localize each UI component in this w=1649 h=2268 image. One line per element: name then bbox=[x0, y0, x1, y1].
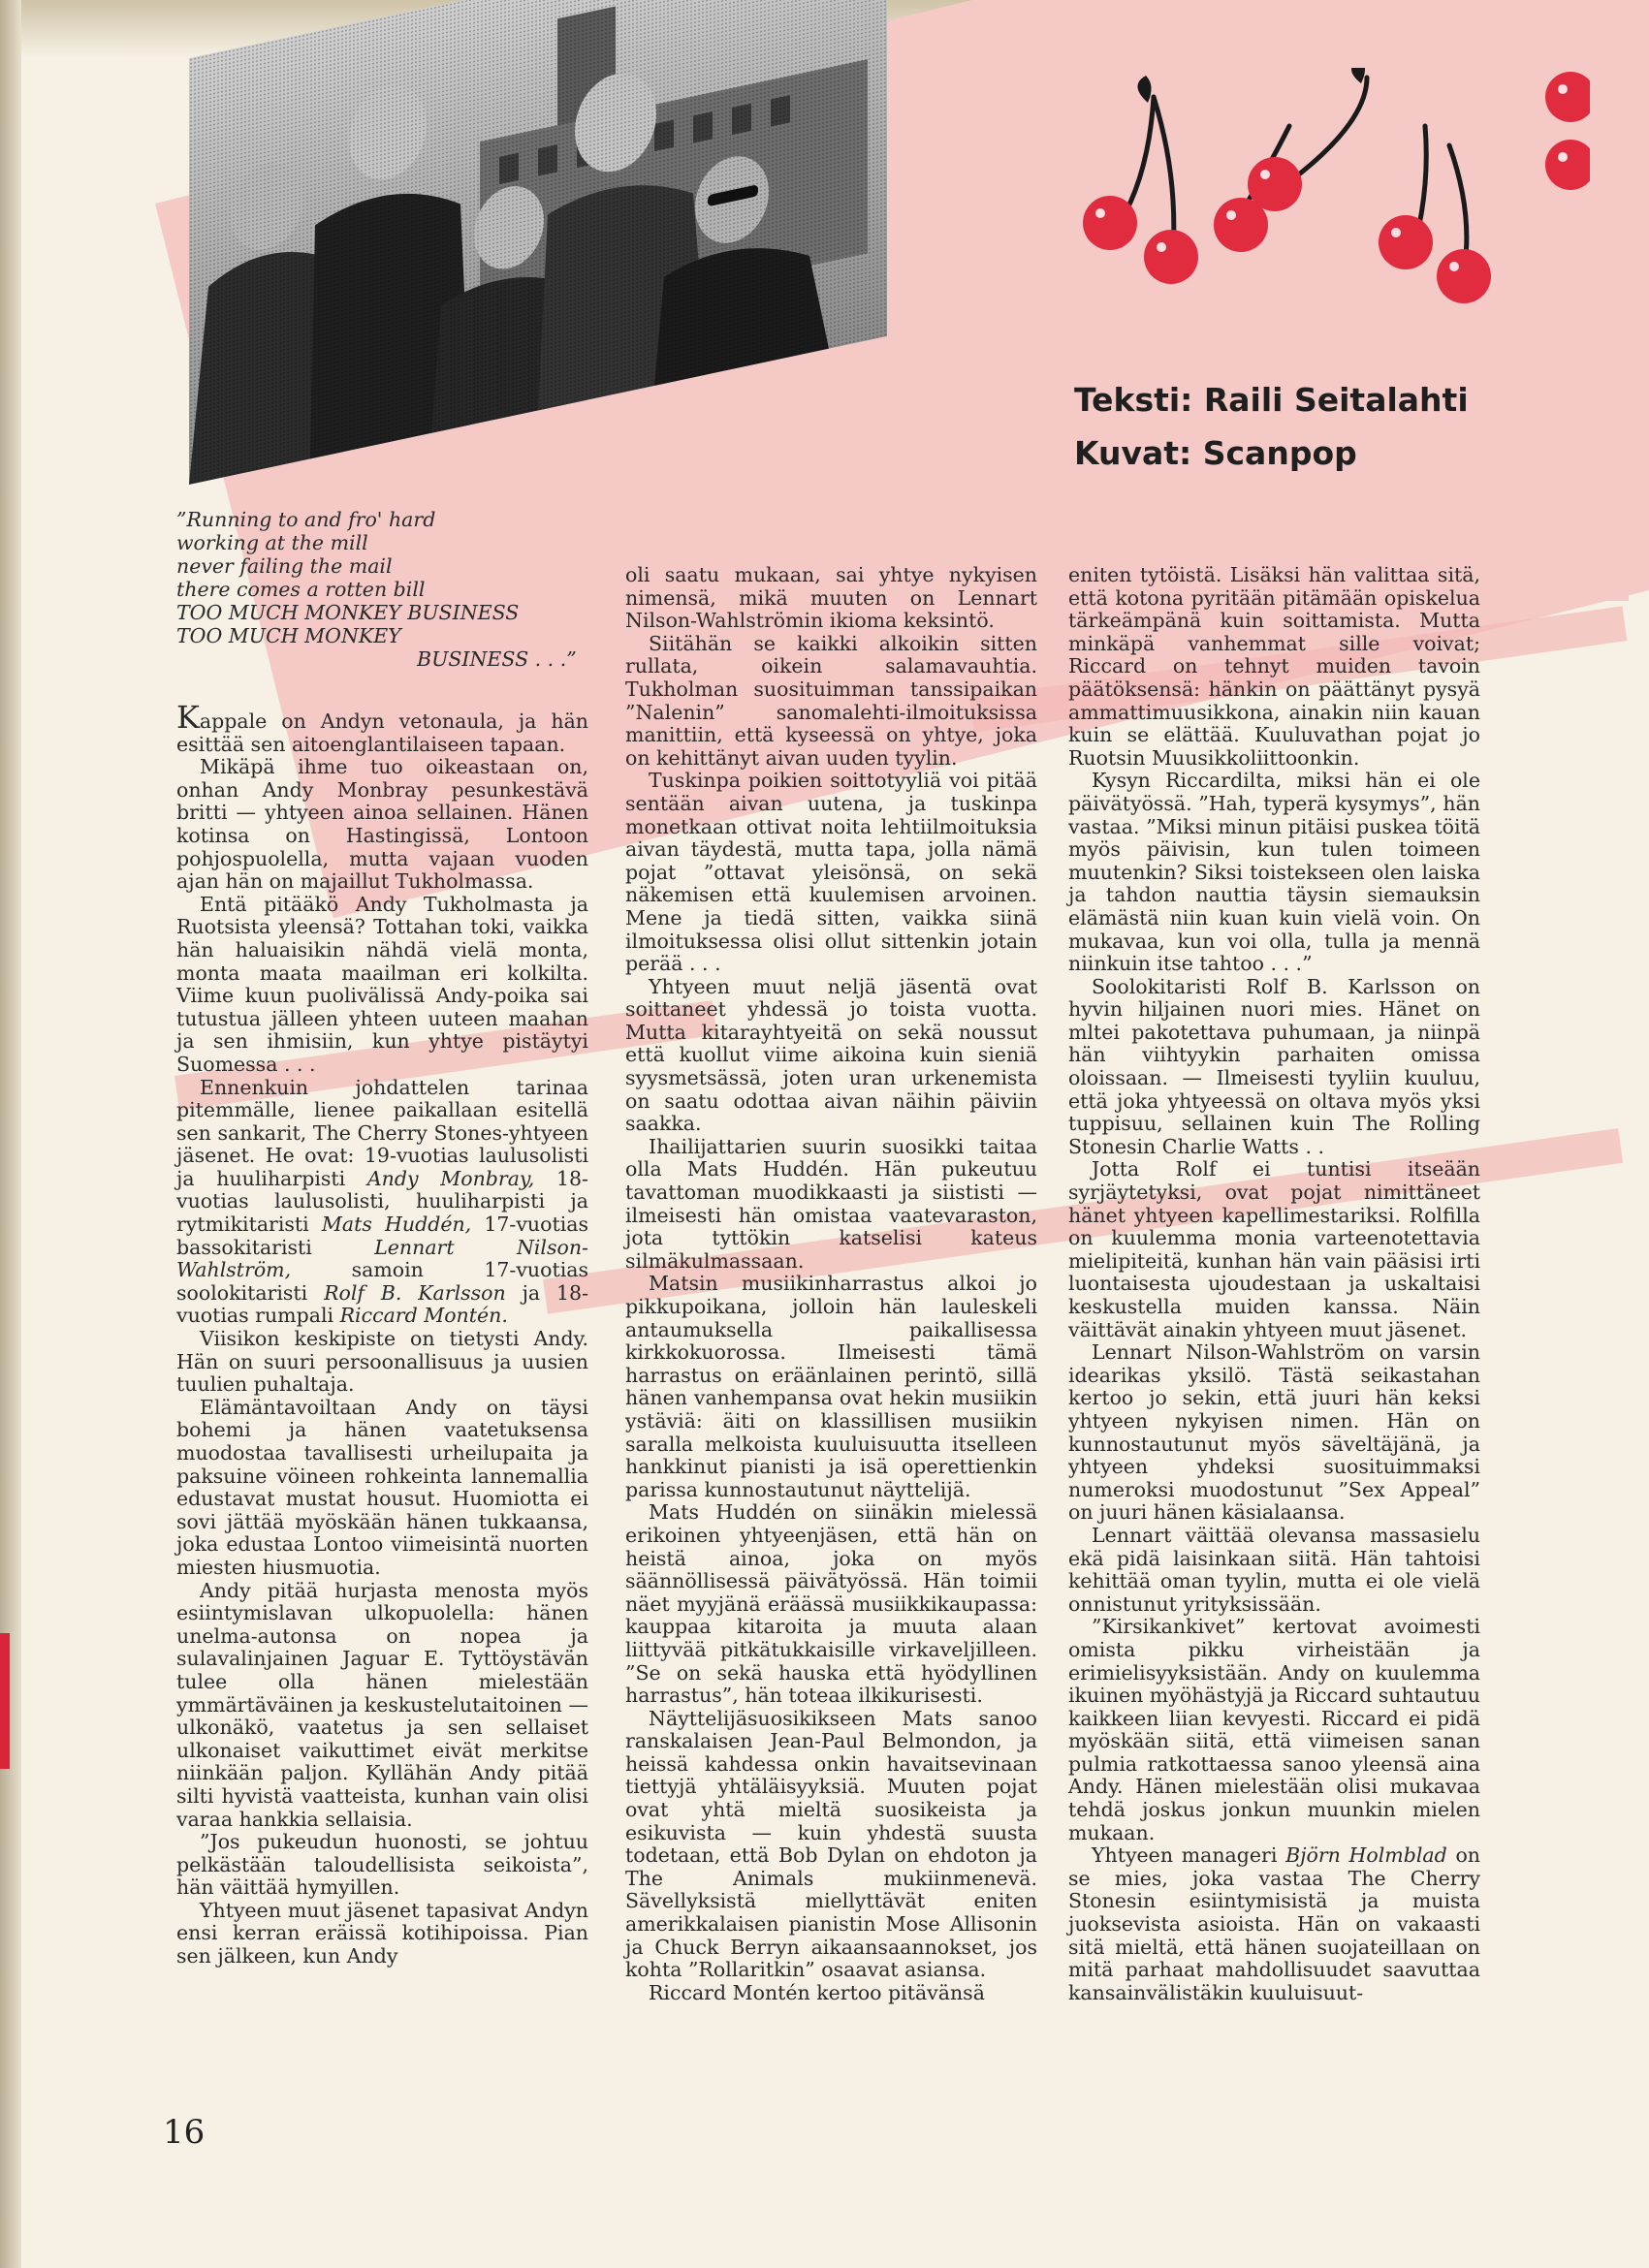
cherry bbox=[1083, 196, 1137, 250]
cherry bbox=[1545, 140, 1590, 190]
article-paragraph: ”Kirsikankivet” kertovat avoimesti omista pikku virheistään ja erimielisyyksistään. Andy on kuulemma ikuinen myöhästyjä ja Riccard suhtautuu kaikkeen liian kevyesti. Riccard ei pidä myöskään siitä, että viimeisen sanan pulmia ratkottaessa sanoo yleensä aina Andy. Hänen mielestään olisi mukavaa tehdä joskus jonkun muunkin mielen mukaan. bbox=[1068, 1615, 1480, 1844]
article-paragraph: Riccard Montén kertoo pitävänsä bbox=[649, 1980, 985, 2004]
article-paragraph: Andy pitää hurjasta menosta myös esiintymislavan ulkopuolella: hänen unelma-autonsa on nopea ja sulavalinjainen Jaguar E. Tyttöystävän tulee olla hänen mielestään ymmärtäväinen ja keskustelutaitoinen — ulkonäkö, vaatetus ja sen sellaiset ulkonaiset vaikuttimet eivät merkitse niinkään paljon. Kyllähän Andy pitää silti hyvistä vaatteista, kunhan vain olisi varaa hankkia sellaisia. bbox=[176, 1578, 588, 1831]
article-paragraph: Matsin musiikinharrastus alkoi jo pikkupoikana, jolloin hän lauleskeli antaumuksella paikallisessa kirkkokuorossa. Ilmeisesti tämä harrastus on eräänlainen perintö, sillä hänen vanhempansa ovat hekin musiikin ystäviä: äiti on klassillisen musiikin saralla melkoista kuuluisuutta itselleen hankkinut pianisti ja isä operettienkin parissa kunnostautunut näyttelijä. bbox=[625, 1272, 1037, 1501]
article-paragraph: Yhtyeen muut neljä jäsentä ovat soittaneet yhdessä jo toista vuotta. Mutta kitarayhtyeitä on sekä noussut että kuollut viime aikoina kuin sieniä syysmetsässä, joten uran urkenemista on saatu odottaa aivan näihin päiviin saakka. bbox=[625, 974, 1037, 1136]
article-paragraph: Lennart väittää olevansa massasielu ekä pidä laisinkaan siitä. Hän tahtoisi kehittää oman tyylin, mutta ei ole vielä onnistunut yrityksissään. bbox=[1068, 1523, 1480, 1616]
member-name: Mats Huddén, bbox=[321, 1213, 472, 1237]
article-paragraph: Yhtyeen muut jäsenet tapasivat Andyn ensi kerran eräissä kotihipoissa. Pian sen jälkeen, kun Andy bbox=[176, 1898, 588, 1969]
paragraph-text: appale on Andyn vetonaula, ja hän esittää sen aitoenglantilaiseen tapaan. bbox=[176, 709, 588, 756]
article-paragraph: ”Jos pukeudun huonosti, se johtuu pelkästään taloudellisista seikoista”, hän väittää hymyillen. bbox=[176, 1830, 588, 1900]
paragraph-text: 17-vuotias bassokitaristi bbox=[176, 1213, 588, 1259]
page-number: 16 bbox=[163, 2113, 206, 2152]
paragraph-text: 18-vuotias laulusolisti, huuliharpisti ja rytmikitaristi bbox=[176, 1166, 588, 1237]
cherry bbox=[1437, 249, 1491, 303]
member-name: Lennart Nilson-Wahlström, bbox=[176, 1235, 588, 1282]
article-paragraph bbox=[1068, 1844, 1480, 2004]
drop-cap: K bbox=[176, 699, 200, 736]
cherry bbox=[1214, 198, 1268, 252]
article-paragraph: Jotta Rolf ei tuntisi itseään syrjäytetyksi, ovat pojat nimittäneet hänet yhtyeen kapellimestariksi. Rolfilla on kuulemma monia varteenotettavia mielipiteitä, kunhan hän vain pääsisi irti luontaisesta ujoudestaan ja uskaltaisi keskustella muiden kanssa. Näin väittävät ainakin yhtyeen muut jäsenet. bbox=[1068, 1157, 1480, 1341]
red-edge-mark bbox=[0, 1633, 10, 1769]
article-paragraph: Lennart Nilson-Wahlström on varsin idearikas yksilö. Tästä seikastahan kertoo jo sekin, että juuri hän keksi yhtyeen nykyisen nimen. Hän on kunnostautunut myös säveltäjänä, ja yhtyeen yhdeksi suosituimmaksi numeroksi muodostunut ”Sex Appeal” on juuri hänen käsialaansa. bbox=[1068, 1340, 1480, 1525]
quote-line: TOO MUCH MONKEY BUSINESS bbox=[176, 601, 520, 624]
member-name: Riccard Montén. bbox=[339, 1304, 508, 1328]
quote-line: working at the mill bbox=[176, 531, 368, 554]
article-paragraph: Kysyn Riccardilta, miksi hän ei ole päivätyössä. ”Hah, typerä kysymys”, hän vastaa. ”Miksi minun pitäisi puskea töitä myös päivisin, kun tulen toimeen muutenkin? Siksi toistekseen olen laiska ja tahdon nauttia täysin siemauksin elämästä niin kuan kuin vielä voin. On mukavaa, kun voi olla, tulla ja mennä niinkuin itse tahtoo . . .” bbox=[1068, 769, 1480, 976]
article-paragraph: Viisikon keskipiste on tietysti Andy. Hän on suuri persoonallisuus ja uusien tuulien puhaltaja. bbox=[176, 1327, 588, 1397]
article-paragraph: Entä pitääkö Andy Tukholmasta ja Ruotsista yleensä? Tottahan toki, vaikka hän haluaisikin nähdä vielä monta, monta maata maailman eri kolkilta. Viime kuun puolivälissä Andy-poika sai tutustua jälleen yhteen uuteen maahan ja sen ihmisiin, kun yhtye pistäytyi Suomessa . . . bbox=[176, 892, 588, 1076]
quote-line: BUSINESS . . .” bbox=[417, 647, 577, 671]
article-paragraph: Näyttelijäsuosikikseen Mats sanoo ranskalaisen Jean-Paul Belmondon, ja heissä kahdessa onkin havaitsevinaan tiettyjä yhtäläisyyksiä. Muuten pojat ovat yhtä mieltä suosikeista ja esikuvista — kuin yhdestä suusta todetaan, että Bob Dylan on ehdoton ja The Animals mukiinmenevä. Sävellyksistä miellyttävät eniten amerikkalaisen pianistin Mose Allisonin ja Chuck Berryn aikaansaannokset, jos kohta ”Rollaritkin” osaavat asiansa. bbox=[625, 1706, 1037, 1982]
article-column-2 bbox=[625, 564, 1037, 2004]
quote-line: ”Running to and fro' hard bbox=[176, 508, 436, 531]
article-paragraph bbox=[176, 1077, 588, 1329]
text-credit: Teksti: Raili Seitalahti bbox=[1074, 381, 1469, 419]
article-paragraph: Soolokitaristi Rolf B. Karlsson on hyvin hiljainen nuori mies. Hänet on mltei pakotettava puhumaan, ja niinpä hän viihtyykin parhaiten omissa oloissaan. — Ilmeisesti tyyliin kuuluu, että joka yhtyeessä on oltava myös yksi tuppisuu, sellainen kuin The Rolling Stonesin Charlie Watts . . bbox=[1068, 974, 1480, 1158]
article-paragraph: eniten tytöistä. Lisäksi hän valittaa sitä, että kotona pyritään pitämään opiskelua tärkeämpänä kuin soittamista. Mutta minkäpä vanhemmat sille voivat; Riccard on tehnyt muiden tavoin päätöksensä: hänkin on päättänyt pysyä ammattimuusikkona, ainakin niin kauan kuin se elättää. Kuuluvathan pojat jo Ruotsin Muusikkoliittoonkin. bbox=[1068, 563, 1480, 770]
article-column-3 bbox=[1068, 564, 1480, 2004]
article-paragraph: Tuskinpa poikien soittotyyliä voi pitää sentään aivan uutena, ja tuskinpa monetkaan ottivat noita lehtiilmoituksia aivan täydestä, mutta tapa, jolla nämä pojat ”ottavat yleisönsä, on sekä näkemisen että kuulemisen arvoinen. Mene ja tiedä sitten, vaikka siinä ilmoituksessa olisi ollut sittenkin jotain perää . . . bbox=[625, 769, 1037, 976]
paragraph-text: Yhtyeen manageri bbox=[1092, 1843, 1286, 1868]
quote-line: there comes a rotten bill bbox=[176, 578, 426, 601]
article-paragraph: Mats Huddén on siinäkin mielessä erikoinen yhtyeenjäsen, että hän on heistä ainoa, joka on myös säännöllisessä päivätyössä. Hän toimii näet myyjänä eräässä musiikkikaupassa: kauppaa kitaroita ja muuta alaan liittyvää pitkätukkaisille virkaveljilleen. ”Se on sekä hauska että hyödyllinen harrastus”, hän toteaa ilkikurisesti. bbox=[625, 1500, 1037, 1708]
cherry bbox=[1545, 72, 1590, 122]
article-paragraph: Ihailijattarien suurin suosikki taitaa olla Mats Huddén. Hän pukeutuu tavattoman muodikkaasti ja siististi — ilmeisesti hän omistaa vaatevaraston, jota tyttökin katselisi kateus silmäkulmassaan. bbox=[625, 1134, 1037, 1273]
cherry bbox=[1379, 215, 1433, 269]
paragraph-text: on se mies, joka vastaa The Cherry Stonesin esiintymisistä ja muista juoksevista asioista. Hän on vakaasti sitä mieltä, että hänen suojateillaan on mitä parhaat mahdollisuudet saavuttaa kansainvälistäkin kuuluisuut- bbox=[1068, 1843, 1480, 2004]
song-quote bbox=[176, 508, 593, 671]
cherries-illustration bbox=[1047, 68, 1590, 339]
paragraph-text: samoin 17-vuotias soolokitaristi bbox=[176, 1258, 588, 1305]
cherry bbox=[1144, 230, 1198, 284]
member-name: Andy Monbray, bbox=[366, 1166, 535, 1190]
article-paragraph: oli saatu mukaan, sai yhtye nykyisen nimensä, mikä muuten on Lennart Nilson-Wahlströmin ikioma keksintö. bbox=[625, 563, 1037, 633]
page-edge bbox=[0, 0, 21, 2268]
article-paragraph: Mikäpä ihme tuo oikeastaan on, onhan Andy Monbray pesunkestävä britti — yhtyeen ainoa sellainen. Hänen kotinsa on Hastingissä, Lontoon pohjospuolella, mutta vajaan vuoden ajan hän on majaillut Tukholmassa. bbox=[176, 755, 588, 894]
paragraph-text: ja 18-vuotias rumpali bbox=[176, 1280, 589, 1328]
article-column-1 bbox=[176, 699, 589, 1969]
article-paragraph: Elämäntavoiltaan Andy on täysi bohemi ja hänen vaatetuksensa muodostaa tavallisesti urheilupaita ja paksuine vöineen rohkeinta lannemallia edustavat mustat housut. Huomiotta ei sovi jättää myöskään hänen tukkaansa, joka edustaa Lontoo viimeisintä nuorten miesten hiusmuotia. bbox=[176, 1395, 588, 1579]
article-credits bbox=[1074, 373, 1539, 480]
photo-credit: Kuvat: Scanpop bbox=[1074, 434, 1357, 472]
article-paragraph bbox=[176, 699, 588, 756]
quote-line: TOO MUCH MONKEY bbox=[176, 624, 401, 647]
manager-name: Björn Holmblad bbox=[1285, 1843, 1447, 1868]
quote-line: never failing the mail bbox=[176, 554, 393, 578]
member-name: Rolf B. Karlsson bbox=[324, 1280, 506, 1305]
article-paragraph: Siitähän se kaikki alkoikin sitten rullata, oikein salamavauhtia. Tukholman suosituimman tanssipaikan ”Nalenin” sanomalehti-ilmoituksissa manittiin, että kyseessä on yhtye, joka on kehittänyt aivan uuden tyylin. bbox=[625, 631, 1037, 770]
paragraph-text: Ennenkuin johdattelen tarinaa pitemmälle, lienee paikallaan esitellä sen sankarit, The Cherry Stones-yhtyeen jäsenet. He ovat: 19-vuotias laulusolisti ja huuliharpisti bbox=[176, 1075, 588, 1190]
